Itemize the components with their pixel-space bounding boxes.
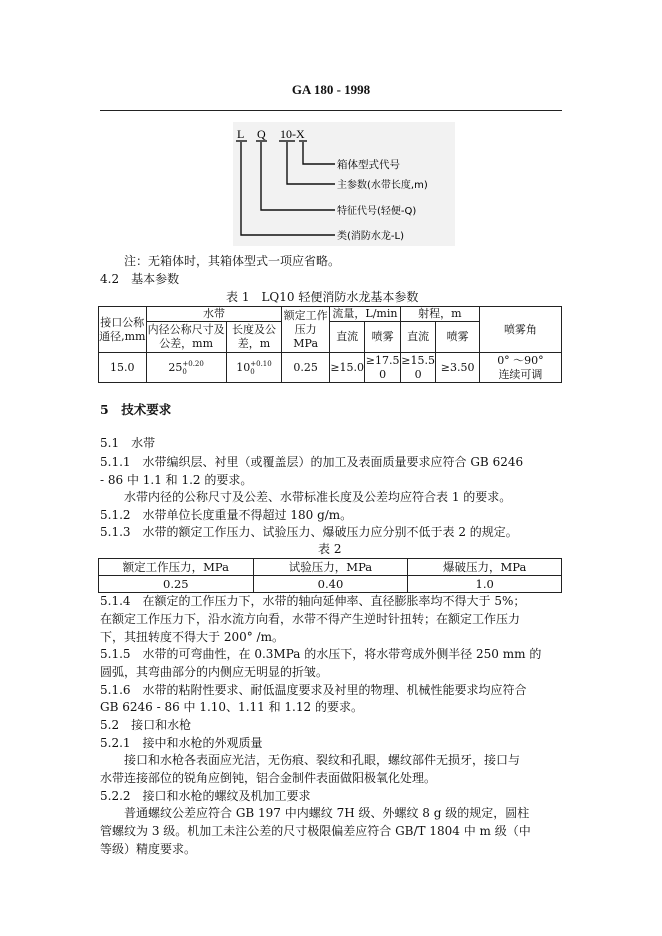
label-class: 类(消防水龙-L) (337, 231, 404, 242)
t1-v-len (226, 353, 282, 383)
section-4-2-heading: 4.2 基本参数 (100, 272, 180, 286)
t2-v-rated: 0.25 (99, 576, 254, 593)
t1-h-flow: 流量，L/min (329, 307, 400, 322)
s5-1-1-line1: 5.1.1 水带编织层、衬里（或覆盖层）的加工及表面质量要求应符合 GB 6246 (100, 455, 524, 469)
t1-v-interface: 15.0 (99, 353, 147, 383)
s5-2-1-line2: 水带连接部位的锐角应倒钝，铝合金制件表面做阳极氧化处理。 (100, 771, 437, 785)
t1-v-flow-straight: ≥15.0 (329, 353, 364, 383)
t1-v-len-tol-low: 0 (250, 367, 255, 376)
t1-h-hose-len: 长度及公差，m (226, 322, 282, 353)
t1-h-hose-diam: 内径公称尺寸及公差，mm (146, 322, 226, 353)
s5-1-5-line2: 圆弧，其弯曲部分的内侧应无明显的折皱。 (100, 665, 329, 679)
table2-caption: 表 2 (318, 542, 342, 556)
t1-v-diam-nominal: 25 (168, 360, 183, 374)
label-main-param: 主参数(水带长度,m) (337, 180, 428, 191)
s5-1-4-line2: 在额定工作压力下，沿水流方向看，水带不得产生逆时针扭转；在额定工作压力 (100, 612, 521, 626)
code-letter-l: L (237, 127, 245, 141)
s5-2-2-heading: 5.2.2 接口和水枪的螺纹及机加工要求 (100, 789, 311, 803)
model-code-diagram-svg (233, 122, 455, 246)
section-5-heading: 5 技术要求 (100, 402, 172, 417)
code-letter-q: Q (257, 127, 266, 141)
t1-h-flow-straight: 直流 (329, 322, 364, 353)
s5-1-5-line1: 5.1.5 水带的可弯曲性，在 0.3MPa 的水压下，将水带弯成外侧半径 250 mm 的 (100, 647, 542, 661)
t1-h-pressure: 额定工作压力 MPa (282, 307, 330, 353)
s5-1-6-line2: GB 6246 - 86 中 1.10、1.11 和 1.12 的要求。 (100, 700, 363, 714)
t1-v-diam (146, 353, 226, 383)
t1-v-flow-spray: ≥17.50 (365, 353, 400, 381)
t1-v-diam-tol-up: +0.20 (182, 359, 204, 368)
s5-2-heading: 5.2 接口和水枪 (100, 718, 192, 732)
t1-v-pressure: 0.25 (282, 353, 330, 383)
t2-h-test: 试验压力，MPa (253, 559, 408, 576)
t1-h-range: 射程，m (400, 307, 479, 322)
model-code-diagram (233, 122, 455, 246)
label-feature-code: 特征代号(轻便-Q) (337, 206, 417, 217)
t1-h-hose: 水带 (146, 307, 282, 322)
s5-1-1-line3: 水带内径的公称尺寸及公差、水带标准长度及公差均应符合表 1 的要求。 (124, 490, 512, 504)
t1-h-interface: 接口公称通径,mm (99, 307, 147, 353)
table-2 (98, 558, 562, 593)
s5-1-1-line2: - 86 中 1.1 和 1.2 的要求。 (100, 473, 253, 487)
label-box-type: 箱体型式代号 (337, 159, 400, 171)
t2-h-rated: 额定工作压力，MPa (99, 559, 254, 576)
s5-1-2: 5.1.2 水带单位长度重量不得超过 180 g/m。 (100, 508, 353, 522)
t2-v-test: 0.40 (253, 576, 408, 593)
connector-lines (236, 141, 335, 235)
t1-v-range-straight: ≥15.50 (401, 353, 435, 381)
header-rule (100, 110, 562, 111)
t1-v-len-tol (250, 360, 271, 376)
t2-v-burst: 1.0 (408, 576, 562, 593)
s5-1-4-line3: 下，其扭转度不得大于 200° /m。 (100, 630, 284, 644)
s5-1-4-line1: 5.1.4 在额定的工作压力下，水带的轴向延伸率、直径膨胀率均不得大于 5%； (100, 594, 526, 608)
s5-1-3: 5.1.3 水带的额定工作压力、试验压力、爆破压力应分别不低于表 2 的规定。 (100, 525, 518, 539)
table1-caption: 表 1 LQ10 轻便消防水龙基本参数 (226, 290, 419, 304)
s5-2-1-heading: 5.2.1 接中和水枪的外观质量 (100, 736, 263, 750)
t1-v-range-spray: ≥3.50 (436, 353, 480, 383)
t1-h-angle: 喷雾角 (479, 307, 561, 353)
table-1 (98, 306, 562, 383)
s5-2-2-line2: 管螺纹为 3 级。机加工未注公差的尺寸极限偏差应符合 GB/T 1804 中 m 级（中 (100, 824, 531, 838)
s5-2-1-line1: 接口和水枪各表面应光洁，无伤痕、裂纹和孔眼，螺纹部件无损牙，接口与 (124, 753, 521, 767)
t1-h-range-spray: 喷雾 (436, 322, 480, 353)
t1-h-range-straight: 直流 (400, 322, 435, 353)
t1-v-angle (479, 353, 561, 383)
t1-v-angle-adjust: 连续可调 (498, 367, 543, 381)
t1-v-len-nominal: 10 (236, 360, 251, 374)
t1-v-angle-range: 0° ～90° (497, 353, 544, 367)
s5-2-2-line3: 等级）精度要求。 (100, 842, 197, 856)
t1-v-len-tol-up: +0.10 (250, 359, 272, 368)
t1-v-diam-tol-low: 0 (182, 367, 187, 376)
s5-2-2-line1: 普通螺纹公差应符合 GB 197 中内螺纹 7H 级、外螺纹 8 g 级的规定，圆柱 (124, 806, 530, 820)
note-no-box: 注：无箱体时，其箱体型式一项应省略。 (124, 254, 341, 268)
s5-1-heading: 5.1 水带 (100, 436, 156, 450)
s5-1-6-line1: 5.1.6 水带的粘附性要求、耐低温度要求及衬里的物理、机械性能要求均应符合 (100, 683, 527, 697)
t2-h-burst: 爆破压力，MPa (408, 559, 562, 576)
t1-v-diam-tol (182, 360, 203, 376)
t1-h-flow-spray: 喷雾 (365, 322, 400, 353)
code-letter-10x: 10-X (280, 127, 305, 141)
standard-code-header: GA 180 - 1998 (291, 82, 371, 97)
